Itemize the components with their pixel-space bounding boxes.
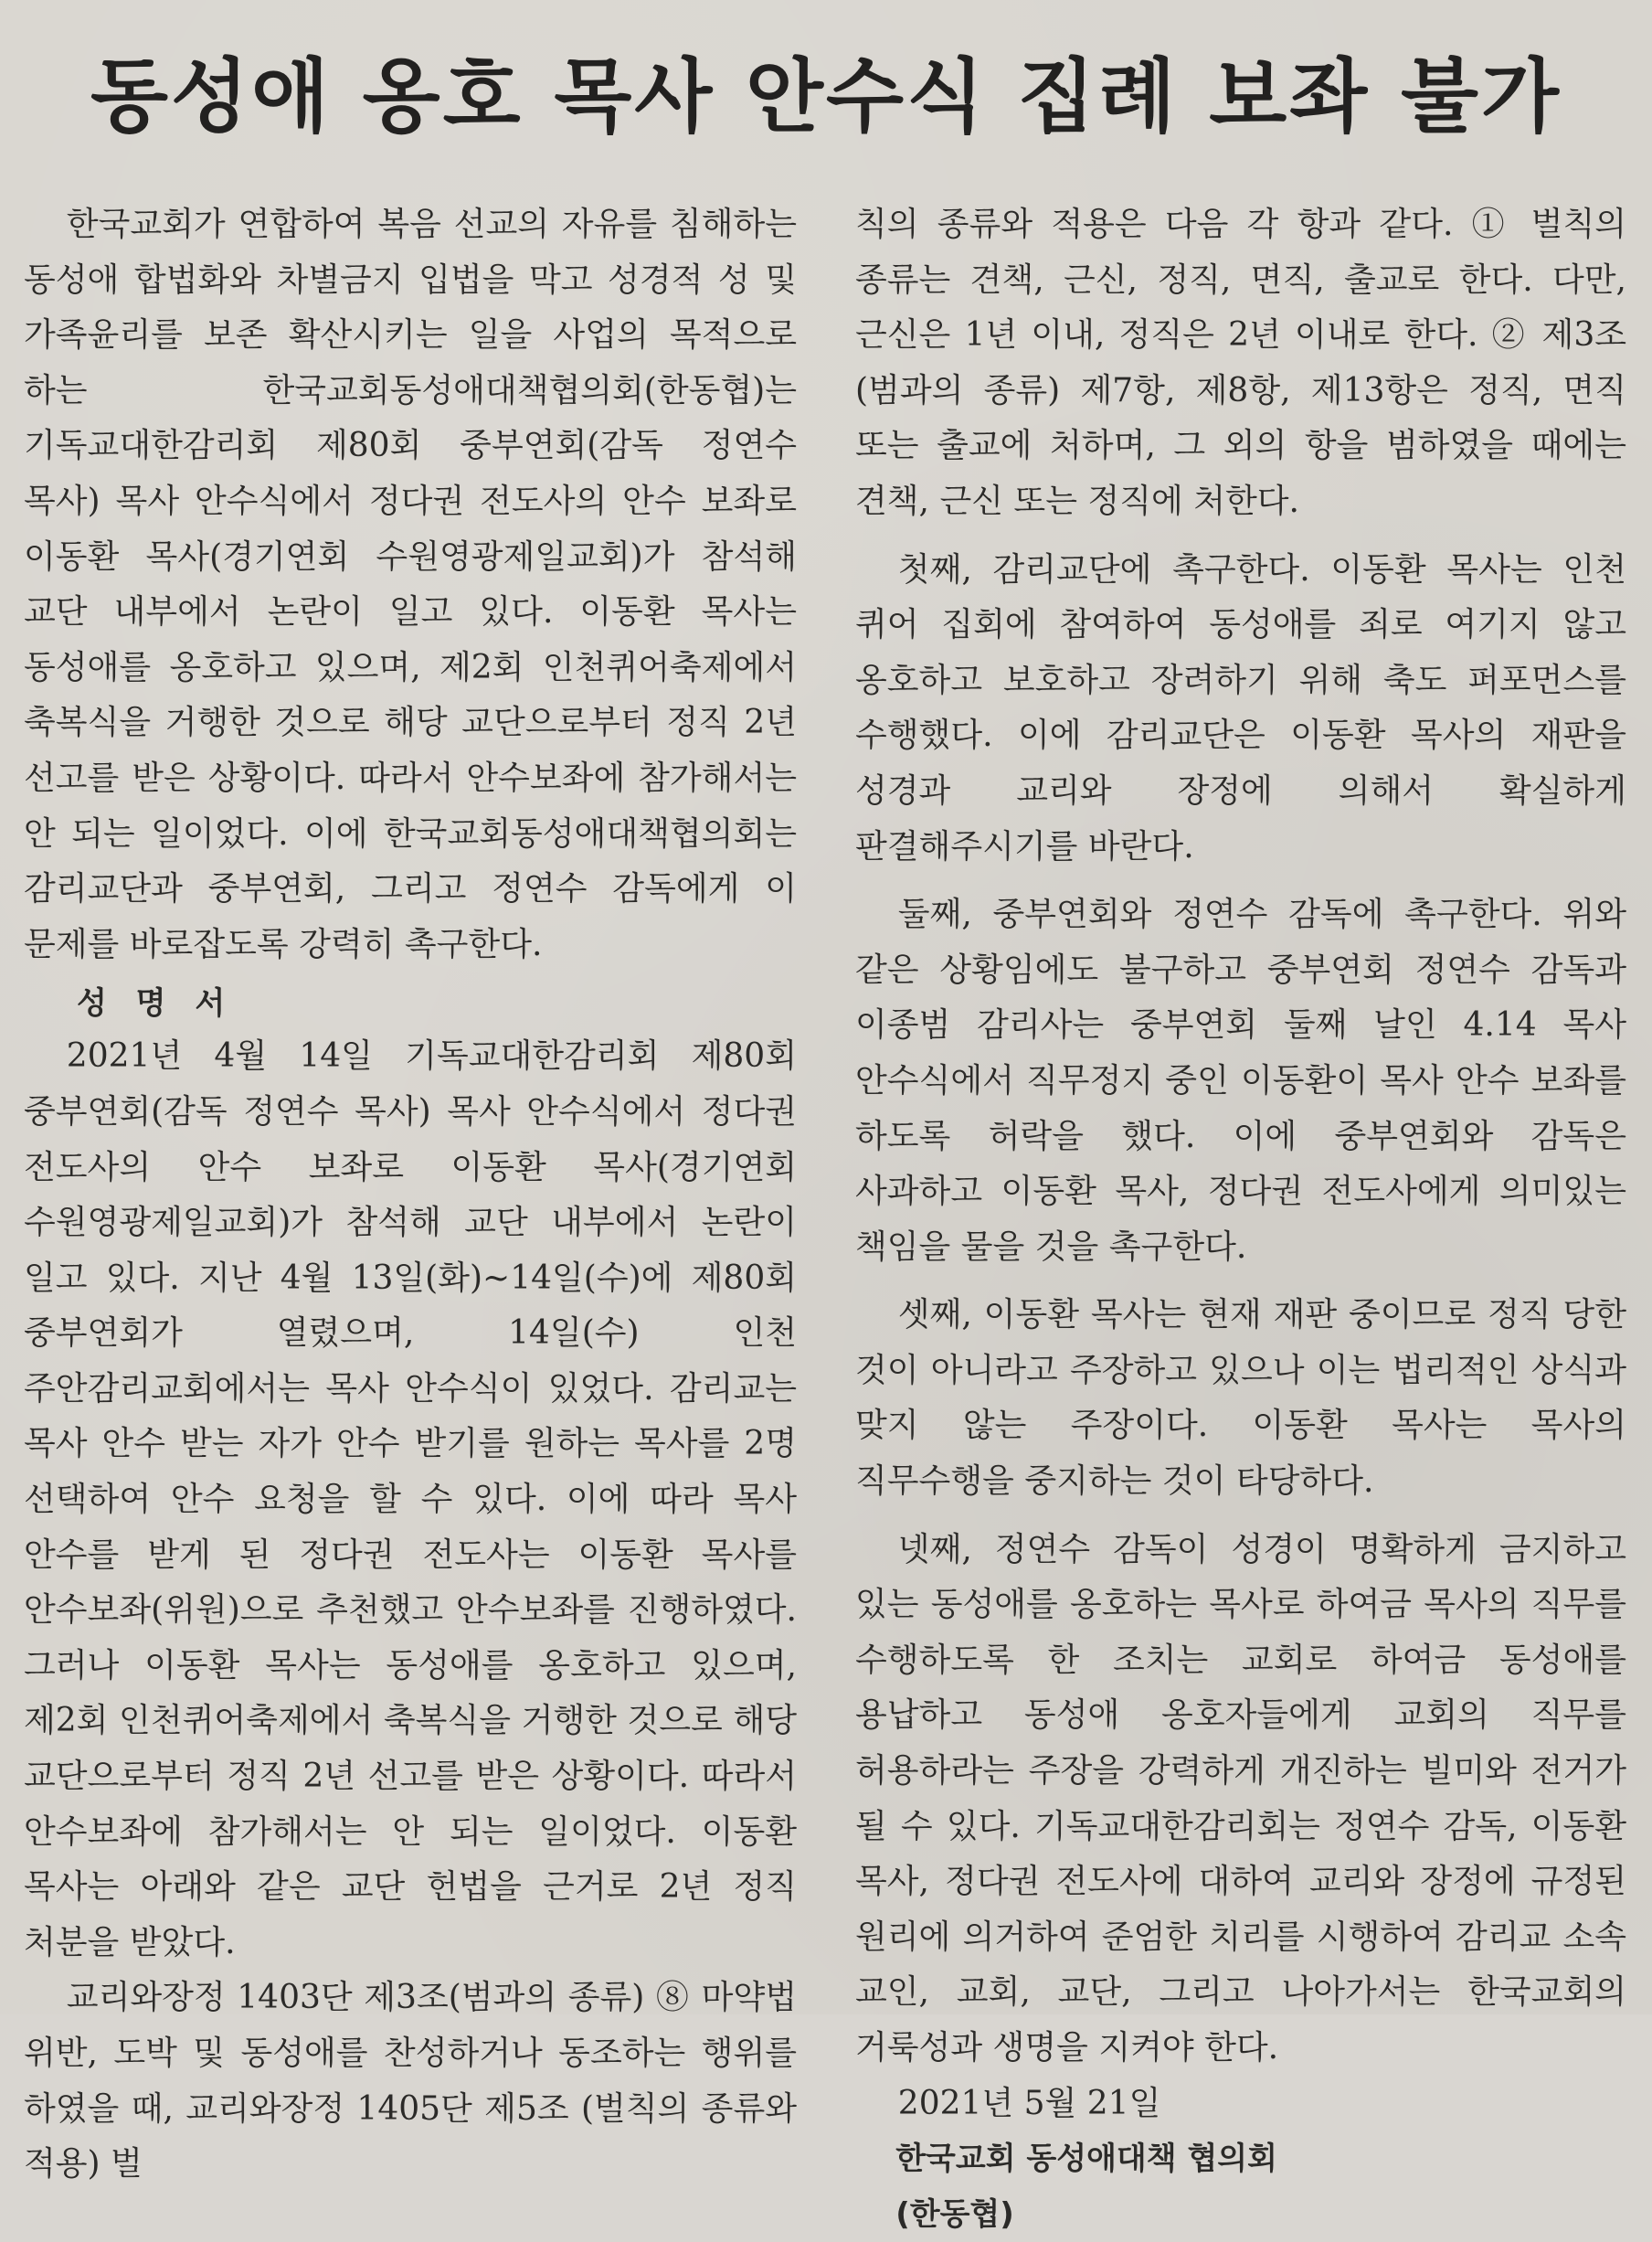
right-column [855,197,1626,2242]
statement-heading: 성 명 서 [77,985,235,1023]
church-law-paragraph-start: 교리와장정 1403단 제3조(범과의 종류) ⑧ 마약법 위반, 도박 및 동성애를 찬성하거나 동조하는 행위를 하였을 때, 교리와장정 1405단 제5조 (벌칙의 종류와 적용) 벌 [24,1979,797,2184]
signature-organization: 한국교회 동성애대책 협의회 [895,2141,1277,2178]
signature-abbreviation: (한동협) [895,2195,1014,2233]
signature-date: 2021년 5월 21일 [897,2084,1161,2122]
intro-paragraph: 한국교회가 연합하여 복음 선교의 자유를 침해하는 동성애 합법화와 차별금지 입법을 막고 성경적 성 및 가족윤리를 보존 확산시키는 일을 사업의 목적으로 하는 한국교회동성애대책협의회(한동협)는 기독교대한감리회 제80회 중부연회(감독 정연수 목사) 목사 안수식에서 정다권 전도사의 안수 보좌로 이동환 목사(경기연회 수원영광제일교회)가 참석해 교단 내부에서 논란이 일고 있다. 이동환 목사는 동성애를 옹호하고 있으며, 제2회 인천퀴어축제에서 축복식을 거행한 것으로 해당 교단으로부터 정직 2년 선고를 받은 상황이다. 따라서 안수보좌에 참가해서는 안 되는 일이었다. 이에 한국교회동성애대책협의회는 감리교단과 중부연회, 그리고 정연수 감독에게 이 문제를 바로잡도록 강력히 촉구한다. [24,206,797,963]
demand-fourth: 넷째, 정연수 감독이 성경이 명확하게 금지하고 있는 동성애를 옹호하는 목사로 하여금 목사의 직무를 수행하도록 한 조치는 교회로 하여금 동성애를 용납하고 동성애 옹호자들에게 교회의 직무를 허용하라는 주장을 강력하게 개진하는 빌미와 전거가 될 수 있다. 기독교대한감리회는 정연수 감독, 이동환 목사, 정다권 전도사에 대하여 교리와 장정에 규정된 원리에 의거하여 준엄한 치리를 시행하여 감리교 소속 교인, 교회, 교단, 그리고 나아가서는 한국교회의 거룩성과 생명을 지켜야 한다. [855,1530,1626,2067]
article-body [24,197,1628,2233]
demand-first: 첫째, 감리교단에 촉구한다. 이동환 목사는 인천 퀴어 집회에 참여하여 동성애를 죄로 여기지 않고 옹호하고 보호하고 장려하기 위해 축도 퍼포먼스를 수행했다. 이에 감리교단은 이동환 목사의 재판을 성경과 교리와 장정에 의해서 확실하게 판결해주시기를 바란다. [855,550,1626,866]
church-law-paragraph-continued: 칙의 종류와 적용은 다음 각 항과 같다. ① 벌칙의 종류는 견책, 근신, 정직, 면직, 출교로 한다. 다만, 근신은 1년 이내, 정직은 2년 이내로 한다. ② 제3조(범과의 종류) 제7항, 제8항, 제13항은 정직, 면직 또는 출교에 처하며, 그 외의 항을 범하였을 때에는 견책, 근신 또는 정직에 처한다. [855,206,1626,520]
demand-third: 셋째, 이동환 목사는 현재 재판 중이므로 정직 당한 것이 아니라고 주장하고 있으나 이는 법리적인 상식과 맞지 않는 주장이다. 이동환 목사는 목사의 직무수행을 중지하는 것이 타당하다. [855,1296,1626,1501]
headline: 동성애 옹호 목사 안수식 집례 보좌 불가 [90,49,1562,143]
left-column [24,197,797,2242]
statement-paragraph: 2021년 4월 14일 기독교대한감리회 제80회 중부연회(감독 정연수 목사) 목사 안수식에서 정다권 전도사의 안수 보좌로 이동환 목사(경기연회 수원영광제일교회)가 참석해 교단 내부에서 논란이 일고 있다. 지난 4월 13일(화)~14일(수)에 제80회 중부연회가 열렸으며, 14일(수) 인천 주안감리교회에서는 목사 안수식이 있었다. 감리교는 목사 안수 받는 자가 안수 받기를 원하는 목사를 2명 선택하여 안수 요청을 할 수 있다. 이에 따라 목사 안수를 받게 된 정다권 전도사는 이동환 목사를 안수보좌(위원)으로 추천했고 안수보좌를 진행하였다. 그러나 이동환 목사는 동성애를 옹호하고 있으며, 제2회 인천퀴어축제에서 축복식을 거행한 것으로 해당 교단으로부터 정직 2년 선고를 받은 상황이다. 따라서 안수보좌에 참가해서는 안 되는 일이었다. 이동환 목사는 아래와 같은 교단 헌법을 근거로 2년 정직 처분을 받았다. [24,1037,797,1961]
demand-second: 둘째, 중부연회와 정연수 감독에 촉구한다. 위와 같은 상황임에도 불구하고 중부연회 정연수 감독과 이종범 감리사는 중부연회 둘째 날인 4.14 목사 안수식에서 직무정지 중인 이동환이 목사 안수 보좌를 하도록 허락을 했다. 이에 중부연회와 감독은 사과하고 이동환 목사, 정다권 전도사에게 의미있는 책임을 물을 것을 촉구한다. [855,896,1626,1266]
